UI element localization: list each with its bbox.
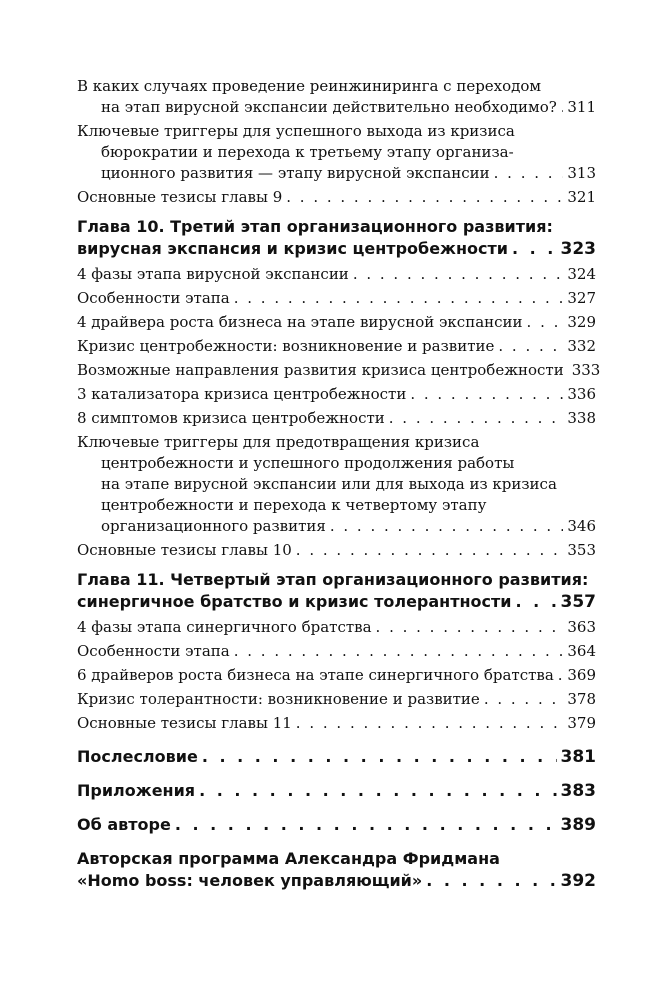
toc-entry-line: 6 драйверов роста бизнеса на этапе синергичного братства . . . 369 (77, 665, 596, 686)
toc-entry (77, 121, 596, 184)
toc-entry-line: Кризис толерантности: возникновение и развитие . . . 378 (77, 689, 596, 710)
table-of-contents (77, 76, 601, 904)
toc-entry-line: центробежности и успешного продолжения работы (101, 454, 515, 472)
toc-major (77, 814, 596, 836)
toc-entry (77, 384, 596, 405)
toc-page-number: 338 (567, 409, 596, 427)
toc-page-number: 381 (560, 747, 596, 767)
toc-page-number: 378 (567, 690, 596, 708)
toc-page-number: 336 (567, 385, 596, 403)
toc-chapter (77, 569, 596, 613)
toc-entry (77, 76, 596, 118)
toc-page-number: 346 (567, 517, 596, 535)
toc-page-number: 333 (571, 361, 601, 379)
toc-entry-line: Приложения . . . 383 (77, 780, 596, 802)
toc-entry-line: 4 драйвера роста бизнеса на этапе вирусной экспансии . . . 329 (77, 312, 596, 333)
dot-leader (498, 336, 563, 357)
toc-entry (77, 312, 596, 333)
dot-leader (426, 870, 556, 892)
toc-entry-line: В каких случаях проведение реинжиниринга с переходом (77, 77, 542, 95)
toc-entry-line: Ключевые триггеры для предотвращения кризиса (77, 433, 480, 451)
toc-entry (77, 187, 596, 208)
toc-entry-line: 4 фазы этапа вирусной экспансии . . . 324 (77, 264, 596, 285)
toc-page-number: 324 (567, 265, 596, 283)
toc-entry-line: Глава 10. Третий этап организационного развития: (77, 217, 553, 236)
toc-entry-line: 3 катализатора кризиса центробежности . . . 336 (77, 384, 596, 405)
dot-leader (234, 641, 564, 662)
toc-entry (77, 641, 596, 662)
toc-page-number: 353 (567, 541, 596, 559)
toc-entry-line: вирусная экспансия и кризис центробежности . . . 323 (77, 238, 596, 260)
toc-entry (77, 360, 601, 381)
toc-page-number: 392 (560, 871, 596, 891)
toc-entry-line: Глава 11. Четвертый этап организационного развития: (77, 570, 589, 589)
toc-entry-line: Послесловие . . . 381 (77, 746, 596, 768)
dot-leader (494, 163, 564, 184)
toc-page-number: 357 (560, 592, 596, 612)
toc-entry-line: на этап вирусной экспансии действительно необходимо? . . . 311 (77, 97, 596, 118)
dot-leader (202, 746, 557, 768)
toc-page-number: 332 (567, 337, 596, 355)
toc-entry-line: Кризис центробежности: возникновение и развитие . . . 332 (77, 336, 596, 357)
toc-page-number: 364 (567, 642, 596, 660)
dot-leader (512, 238, 557, 260)
toc-entry (77, 432, 596, 537)
dot-leader (330, 516, 564, 537)
toc-entry-line: Особенности этапа . . . 327 (77, 288, 596, 309)
toc-page-number: 389 (560, 815, 596, 835)
dot-leader (561, 97, 564, 118)
toc-entry-line: «Homo boss: человек управляющий» . . . 392 (77, 870, 596, 892)
toc-entry-line: Об авторе . . . 389 (77, 814, 596, 836)
toc-entry (77, 540, 596, 561)
dot-leader (376, 617, 564, 638)
toc-entry-line: организационного развития . . . 346 (77, 516, 596, 537)
toc-chapter (77, 216, 596, 260)
toc-entry (77, 665, 596, 686)
toc-entry-line: 8 симптомов кризиса центробежности . . . 338 (77, 408, 596, 429)
toc-major (77, 746, 596, 768)
toc-entry (77, 408, 596, 429)
toc-entry-line: 4 фазы этапа синергичного братства . . . 363 (77, 617, 596, 638)
dot-leader (234, 288, 564, 309)
dot-leader (199, 780, 556, 802)
dot-leader (410, 384, 563, 405)
toc-entry (77, 288, 596, 309)
toc-entry-line: Ключевые триггеры для успешного выхода из кризиса (77, 122, 515, 140)
toc-entry (77, 713, 596, 734)
toc-entry (77, 264, 596, 285)
toc-entry (77, 689, 596, 710)
dot-leader (286, 187, 563, 208)
toc-entry-line: синергичное братство и кризис толерантности . . . 357 (77, 591, 596, 613)
dot-leader (353, 264, 564, 285)
dot-leader (296, 540, 564, 561)
dot-leader (296, 713, 564, 734)
toc-page-number: 321 (567, 188, 596, 206)
toc-entry-line: Основные тезисы главы 10 . . . 353 (77, 540, 596, 561)
toc-page-number: 313 (567, 164, 596, 182)
toc-entry-line: Особенности этапа . . . 364 (77, 641, 596, 662)
toc-page-number: 363 (567, 618, 596, 636)
toc-page-number: 379 (567, 714, 596, 732)
toc-entry (77, 336, 596, 357)
toc-page-number: 369 (567, 666, 596, 684)
dot-leader (175, 814, 557, 836)
toc-entry (77, 617, 596, 638)
toc-major (77, 848, 596, 892)
dot-leader (527, 312, 564, 333)
toc-page-number: 383 (560, 781, 596, 801)
toc-entry-line: бюрократии и перехода к третьему этапу организа- (101, 143, 514, 161)
toc-entry-line: Авторская программа Александра Фридмана (77, 849, 500, 868)
toc-page-number: 327 (567, 289, 596, 307)
toc-page-number: 323 (560, 239, 596, 259)
toc-entry-line: центробежности и перехода к четвертому этапу (101, 496, 487, 514)
toc-entry-line: Основные тезисы главы 9 . . . 321 (77, 187, 596, 208)
toc-entry-line: Возможные направления развития кризиса центробежности 333 (77, 361, 601, 379)
dot-leader (389, 408, 564, 429)
toc-entry-line: ционного развития — этапу вирусной экспансии . . . 313 (77, 163, 596, 184)
dot-leader (516, 591, 557, 613)
toc-major (77, 780, 596, 802)
toc-entry-line: Основные тезисы главы 11 . . . 379 (77, 713, 596, 734)
dot-leader (484, 689, 564, 710)
toc-entry-line: на этапе вирусной экспансии или для выхода из кризиса (101, 475, 557, 493)
toc-page-number: 311 (567, 98, 596, 116)
dot-leader (558, 665, 564, 686)
toc-page-number: 329 (567, 313, 596, 331)
